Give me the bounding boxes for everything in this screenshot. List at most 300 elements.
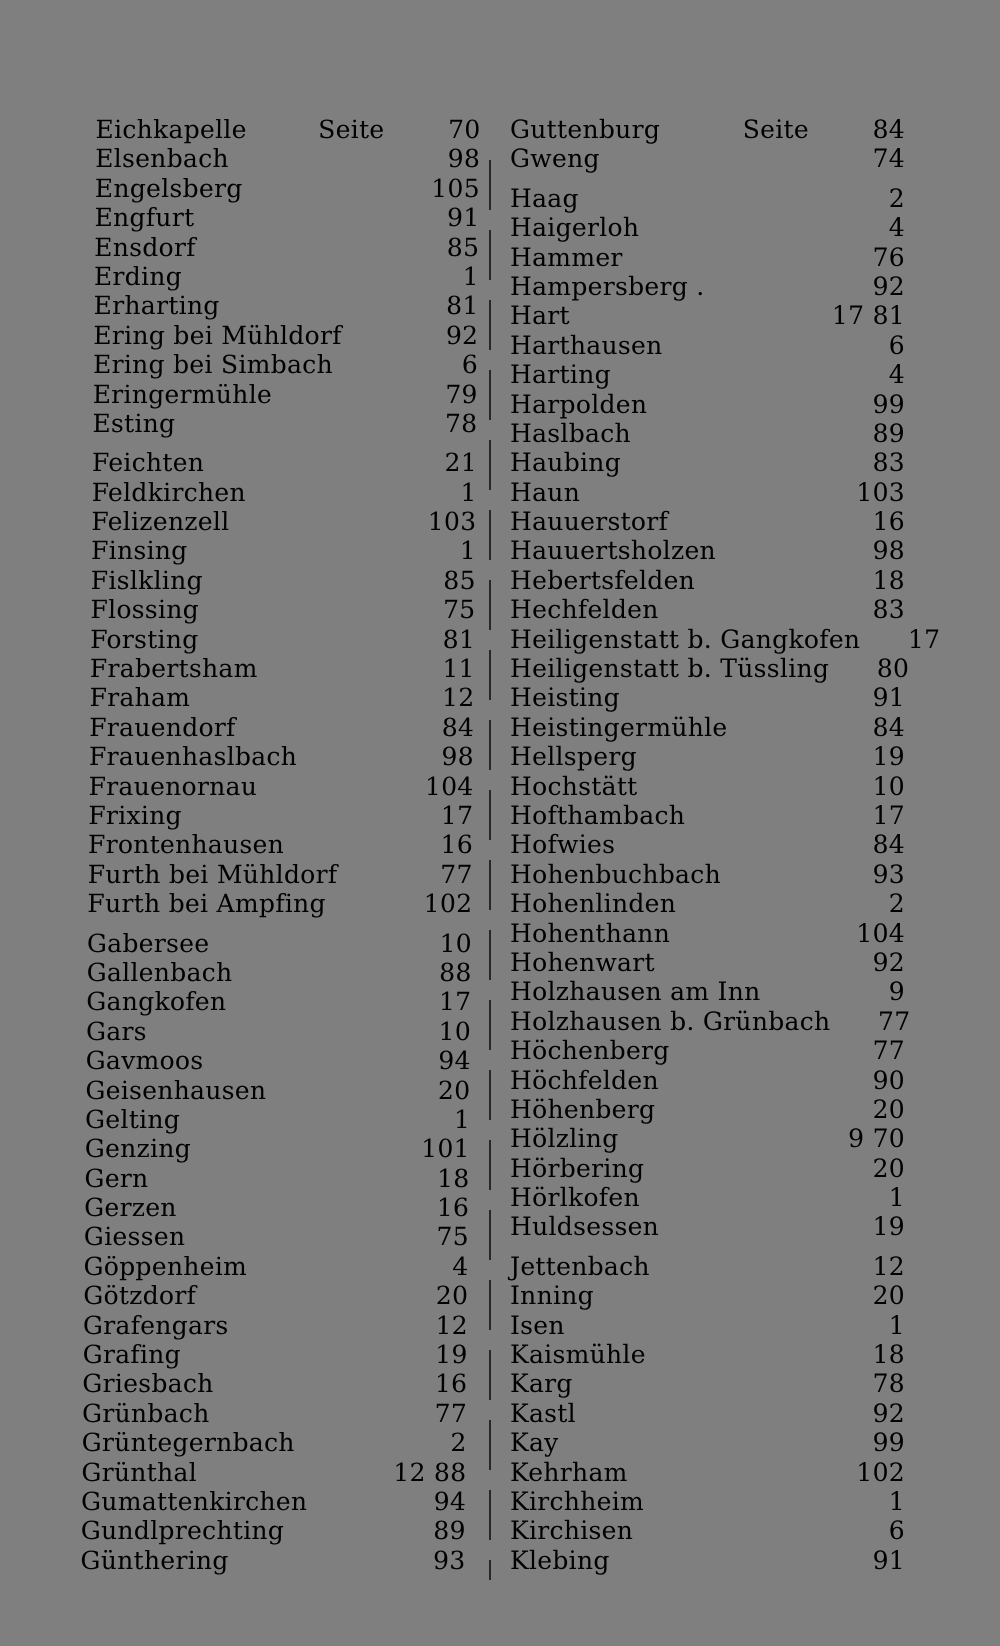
index-entry [93,380,478,409]
index-entry [92,448,477,477]
entry-page-number: 103 [856,477,905,507]
entry-page-number: 4 [888,360,905,390]
entry-name: Frixing [88,800,183,830]
entry-page-number: 2 [888,889,905,919]
index-entry [95,174,480,203]
index-entry [510,390,905,419]
entry-page-number: 104 [856,918,905,948]
entry-name: Feldkirchen [91,477,247,507]
entry-page-number: 85 [443,565,476,595]
section-gap [510,174,905,184]
index-entry [510,1340,905,1369]
entry-name: Ensdorf [94,232,196,262]
entry-name: Forsting [90,624,199,654]
entry-name: Klebing [510,1545,610,1575]
entry-name: Holzhausen am Inn [510,977,761,1007]
entry-name: Hellsperg [510,742,637,772]
index-entry [80,1546,465,1575]
entry-name: Furth bei Mühldorf [87,859,338,889]
entry-page-number: 18 [436,1163,470,1193]
index-entry [510,1154,905,1183]
index-entry [510,683,905,712]
index-entry [86,1046,471,1075]
entry-page-number: 4 [888,213,905,243]
entry-name: Harthausen [510,330,663,360]
index-entry [87,929,472,958]
entry-page-number: 98 [447,144,481,174]
entry-name: Kirchisen [510,1516,634,1546]
index-entry [510,624,941,654]
index-entry [90,595,475,624]
index-entry [82,1399,467,1428]
entry-name: Harpolden [510,389,648,419]
entry-name: Eringermühle [92,379,273,409]
entry-name: Höhenberg [510,1094,656,1124]
entry-page-number: 6 [888,1516,905,1546]
entry-page-number: 103 [427,507,477,537]
section-gap [510,1242,905,1252]
seite-label: Seite [318,115,385,144]
entry-name: Ering bei Mühldorf [93,320,342,350]
index-entry [510,1281,905,1310]
entry-name: Esting [92,408,176,438]
entry-name: Guttenburg [510,115,661,144]
entry-page-number: 75 [436,1222,470,1252]
entry-name: Kay [510,1428,559,1458]
entry-page-number: 84 [872,830,905,860]
entry-page-number: 4 [452,1251,469,1281]
entry-name: Furth bei Ampfing [87,889,326,919]
entry-name: Ering bei Simbach [92,350,334,380]
entry-page-number: 20 [435,1281,469,1311]
entry-page-number: 12 [872,1251,905,1281]
entry-name: Haubing [510,448,622,478]
index-entry [89,683,474,712]
entry-page-number: 74 [872,144,905,174]
entry-name: Haag [510,183,579,213]
entry-page-number: 89 [872,418,905,448]
entry-name: Gallenbach [86,957,233,987]
index-entry [87,958,472,987]
index-entry [510,419,905,448]
index-entry [89,742,474,771]
entry-name: Hofwies [510,830,616,860]
entry-name: Kaismühle [510,1340,646,1370]
entry-page-number: 16 [440,830,474,860]
entry-page-number: 70 [447,115,481,144]
entry-page-number: 17 [438,987,472,1017]
entry-page-number: 89 [433,1516,466,1546]
entry-name: Engelsberg [94,173,243,203]
entry-name: Hampersberg . [510,271,705,301]
index-entry [91,507,476,536]
index-entry [510,213,905,242]
entry-name: Griesbach [82,1369,214,1399]
index-entry [88,860,473,889]
index-entry [510,1095,905,1124]
index-column-left [80,115,480,1575]
index-entry [89,713,474,742]
entry-page-number: 12 [441,683,475,713]
entry-name: Erding [93,261,183,291]
entry-name: Hohenthann [510,918,671,948]
index-entry [83,1311,468,1340]
index-column-right [510,115,941,1575]
entry-page-number: 12 88 [393,1457,467,1487]
index-entry [510,801,905,830]
entry-name: Hart [510,301,570,331]
index-entry [510,713,905,742]
index-entry [510,243,905,272]
entry-page-number: 77 [440,859,473,889]
entry-page-number: 88 [439,957,472,987]
index-entry [94,203,479,232]
entry-page-number: 76 [872,242,905,272]
index-entry [510,272,905,301]
index-entry [92,478,477,507]
entry-name: Geisenhausen [85,1075,267,1105]
entry-name: Hölzling [510,1124,619,1154]
entry-name: Hechfelden [510,595,659,625]
entry-page-number: 17 [440,800,474,830]
index-entry [510,144,905,173]
entry-page-number: 85 [446,232,480,262]
index-entry [85,1134,470,1163]
entry-name: Erharting [93,291,220,321]
entry-name: Heisting [510,683,620,713]
index-entry [510,919,905,948]
index-entry [510,1252,905,1281]
entry-page-number: 16 [872,507,905,537]
entry-name: Jettenbach [510,1251,650,1281]
index-entry [83,1281,468,1310]
entry-page-number: 1 [888,1183,905,1213]
entry-page-number: 17 [872,800,905,830]
entry-page-number: 91 [872,1545,905,1575]
entry-name: Frauendorf [89,712,236,742]
index-entry [90,654,475,683]
entry-name: Genzing [84,1134,192,1164]
index-entry [84,1222,469,1251]
entry-page-number: 1 [460,477,477,507]
entry-name: Haslbach [510,418,631,448]
entry-page-number: 104 [424,771,474,801]
entry-page-number: 16 [436,1193,470,1223]
entry-page-number: 83 [872,595,905,625]
entry-name: Gweng [510,144,600,174]
index-entry [510,1212,905,1241]
section-gap [87,919,472,929]
entry-page-number: 81 [442,624,476,654]
index-entry [510,478,905,507]
index-entry [510,1546,905,1575]
entry-page-number: 77 [872,1036,905,1066]
entry-page-number: 94 [438,1046,471,1076]
entry-page-number: 19 [872,1212,905,1242]
index-entry [81,1458,466,1487]
entry-name: Kirchheim [510,1486,645,1516]
entry-page-number: 9 70 [848,1124,905,1154]
entry-name: Höchenberg [510,1036,670,1066]
entry-page-number: 18 [872,1340,905,1370]
entry-name: Götzdorf [83,1281,197,1311]
index-entry [93,350,478,379]
entry-page-number: 92 [872,947,905,977]
index-entry [92,409,477,438]
entry-name: Gelting [84,1104,181,1134]
entry-page-number: 1 [453,1104,471,1134]
entry-page-number: 19 [435,1340,468,1370]
index-entry [82,1428,467,1457]
entry-name: Flossing [90,595,200,625]
entry-page-number: 91 [872,683,905,713]
entry-page-number: 6 [461,350,479,380]
entry-page-number: 1 [888,1310,905,1340]
entry-name: Hohenwart [510,947,655,977]
entry-name: Kehrham [510,1457,628,1487]
entry-name: Frontenhausen [87,830,285,860]
index-entry [86,987,471,1016]
index-entry [510,860,905,889]
entry-page-number: 1 [888,1486,905,1516]
index-entry [510,1066,905,1095]
entry-name: Hörlkofen [510,1183,640,1213]
entry-page-number: 78 [444,408,478,438]
index-entry [510,566,905,595]
index-entry [83,1340,468,1369]
entry-page-number: 92 [872,1398,905,1428]
index-entry [510,1036,905,1065]
index-entry [510,977,905,1006]
entry-name: Frauenornau [88,771,258,801]
index-entry [81,1487,466,1516]
entry-page-number: 93 [872,859,905,889]
entry-name: Haigerloh [510,213,640,243]
entry-page-number: 20 [437,1075,471,1105]
entry-name: Grüntegernbach [81,1428,295,1458]
entry-name: Haun [510,477,581,507]
entry-page-number: 9 [888,977,905,1007]
entry-name: Gern [84,1163,149,1193]
entry-name: Heiligenstatt b. Tüssling [510,654,830,684]
entry-page-number: 1 [462,261,480,291]
index-entry [84,1164,469,1193]
entry-page-number: 81 [446,291,479,321]
entry-page-number: 77 [434,1398,468,1428]
index-entry [510,889,905,918]
entry-name: Göppenheim [83,1251,248,1281]
entry-page-number: 84 [441,712,475,742]
index-entry [510,1399,905,1428]
entry-name: Günthering [80,1545,229,1575]
index-entry [88,772,473,801]
index-entry [510,1006,911,1036]
entry-page-number: 1 [459,536,477,566]
index-entry [86,1017,471,1046]
entry-page-number: 77 [878,1006,911,1036]
entry-name: Grünbach [81,1398,210,1428]
index-entry [510,772,905,801]
entry-page-number: 16 [434,1369,468,1399]
entry-name: Grafing [82,1340,182,1370]
entry-page-number: 105 [431,173,481,203]
index-entry [81,1516,466,1545]
index-entry [510,1458,905,1487]
entry-name: Harting [510,360,611,390]
entry-page-number: 94 [433,1486,467,1516]
entry-page-number: 10 [439,928,473,958]
entry-name: Isen [510,1310,565,1340]
entry-page-number: 21 [444,448,478,478]
entry-name: Engfurt [94,203,195,233]
entry-page-number: 75 [442,595,476,625]
section-gap [92,438,477,448]
index-entry [87,889,472,918]
entry-name: Heistingermühle [510,712,728,742]
entry-page-number: 10 [872,771,905,801]
entry-page-number: 93 [432,1545,466,1575]
entry-name: Eichkapelle [95,115,247,144]
index-entry [93,321,478,350]
index-entry [90,625,475,654]
index-entry [510,184,905,213]
entry-name: Felizenzell [91,507,230,537]
entry-page-number: 101 [421,1134,470,1164]
entry-page-number: 84 [872,115,905,144]
entry-name: Holzhausen b. Grünbach [510,1006,831,1036]
entry-name: Höchfelden [510,1065,659,1095]
entry-name: Gerzen [84,1193,177,1223]
index-entry [510,830,905,859]
entry-page-number: 2 [450,1428,467,1458]
entry-name: Hauuerstorf [510,507,669,537]
index-entry [93,291,478,320]
entry-name: Fislkling [90,565,204,595]
index-entry [510,536,905,565]
entry-page-number: 92 [445,320,479,350]
index-entry [510,1487,905,1516]
entry-name: Finsing [90,536,188,566]
index-entry [510,1428,905,1457]
index-entry [510,301,905,330]
entry-page-number: 98 [872,536,905,566]
entry-name: Gavmoos [85,1046,204,1076]
column-divider [489,160,491,1580]
entry-page-number: 99 [872,1428,905,1458]
index-entry [510,654,910,684]
entry-name: Fraham [89,683,191,713]
seite-label: Seite [742,115,809,144]
entry-name: Karg [510,1369,573,1399]
index-entry [82,1369,467,1398]
index-entry [510,115,905,144]
index-entry [94,233,479,262]
entry-name: Elsenbach [95,144,230,174]
entry-name: Gundlprechting [80,1516,285,1546]
index-entry [510,507,905,536]
entry-page-number: 92 [872,271,905,301]
entry-page-number: 12 [435,1310,469,1340]
entry-page-number: 20 [872,1281,905,1311]
index-entry [510,1369,905,1398]
index-entry [95,144,480,173]
entry-page-number: 2 [888,183,905,213]
entry-page-number: 20 [872,1094,905,1124]
entry-name: Giessen [83,1222,186,1252]
entry-name: Gangkofen [86,987,227,1017]
entry-name: Frauenhaslbach [88,742,298,772]
entry-name: Inning [510,1281,594,1311]
index-entry [84,1193,469,1222]
entry-name: Hebertsfelden [510,565,696,595]
index-entry [510,1516,905,1545]
entry-page-number: 80 [876,654,910,684]
entry-page-number: 78 [872,1369,905,1399]
index-entry [85,1076,470,1105]
entry-name: Heiligenstatt b. Gangkofen [510,624,861,654]
entry-page-number: 102 [856,1457,905,1487]
entry-name: Gars [85,1016,148,1046]
entry-page-number: 17 [907,624,941,654]
entry-name: Gumattenkirchen [80,1486,308,1516]
index-entry [510,360,905,389]
index-entry [88,830,473,859]
entry-name: Hohenlinden [510,889,677,919]
index-entry [510,448,905,477]
entry-page-number: 17 81 [831,301,905,331]
entry-page-number: 18 [872,565,905,595]
entry-page-number: 99 [872,389,905,419]
entry-page-number: 10 [438,1016,472,1046]
entry-name: Feichten [91,448,205,478]
index-entry [88,801,473,830]
entry-name: Grünthal [81,1457,198,1487]
entry-page-number: 84 [872,712,905,742]
index-entry [510,331,905,360]
entry-name: Huldsessen [510,1212,660,1242]
entry-name: Hammer [510,242,623,272]
index-entry [510,595,905,624]
entry-page-number: 102 [423,889,473,919]
entry-name: Hochstätt [510,771,638,801]
entry-name: Gabersee [86,928,210,958]
index-entry [94,262,479,291]
index-entry [91,566,476,595]
entry-page-number: 20 [872,1153,905,1183]
index-entry [510,742,905,771]
entry-page-number: 79 [445,379,478,409]
entry-page-number: 98 [441,742,475,772]
index-entry [510,1183,905,1212]
index-entry [510,948,905,977]
entry-name: Frabertsham [89,654,258,684]
index-entry [85,1105,470,1134]
index-entry [91,536,476,565]
entry-name: Kastl [510,1398,576,1428]
entry-name: Hofthambach [510,800,686,830]
entry-name: Hohenbuchbach [510,859,721,889]
entry-page-number: 11 [442,654,476,684]
entry-page-number: 90 [872,1065,905,1095]
entry-page-number: 6 [888,330,905,360]
entry-name: Hauuertsholzen [510,536,716,566]
index-entry [83,1252,468,1281]
index-entry [510,1311,905,1340]
index-entry [95,115,480,144]
index-entry [510,1124,905,1153]
entry-page-number: 91 [446,203,480,233]
entry-name: Grafengars [82,1310,229,1340]
